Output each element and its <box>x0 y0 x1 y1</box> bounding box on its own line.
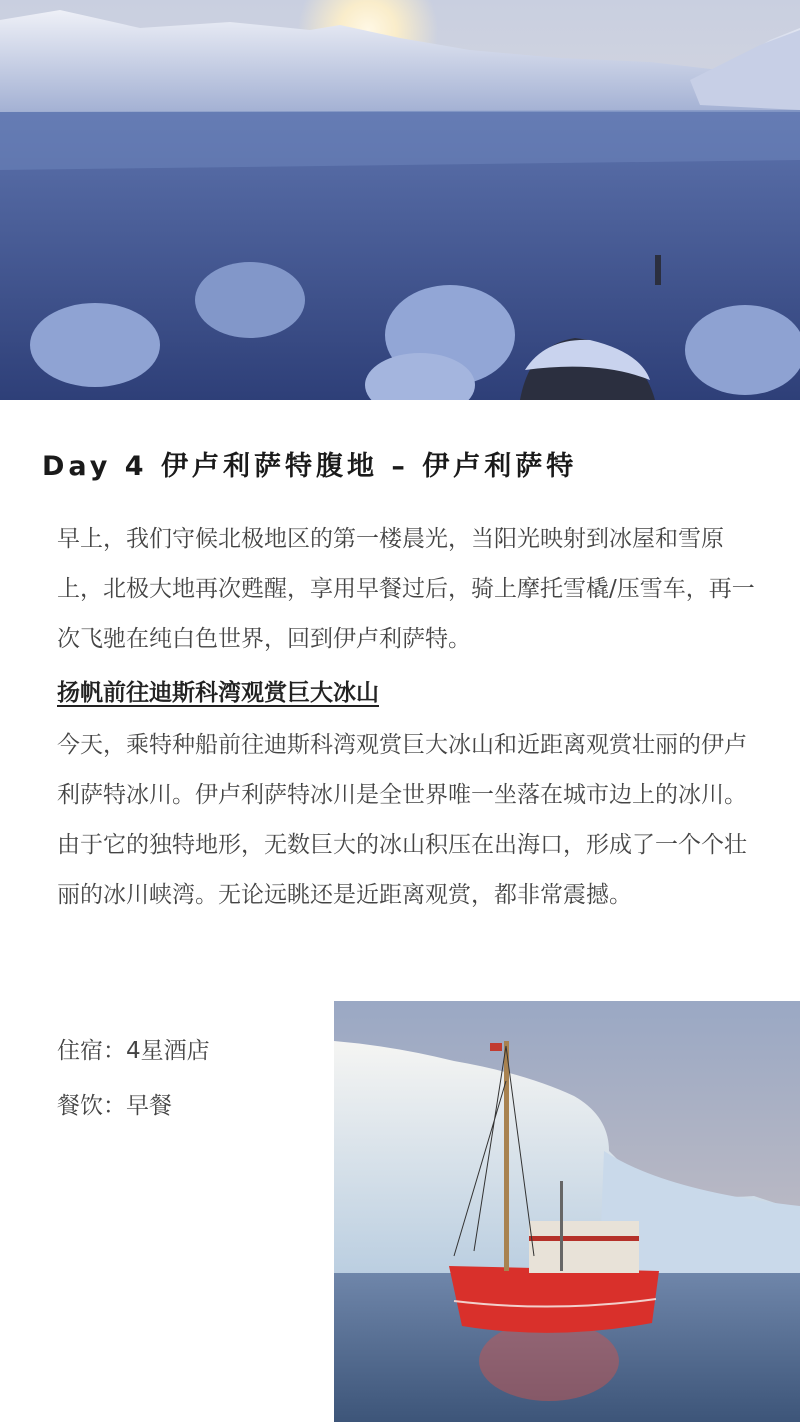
hero-photo <box>0 0 800 400</box>
section-heading: 扬帆前往迪斯科湾观赏巨大冰山 <box>57 680 379 706</box>
section-body: 今天，乘特种船前往迪斯科湾观赏巨大冰山和近距离观赏壮丽的伊卢利萨特冰川。伊卢利萨特冰川是全世界唯一坐落在城市边上的冰川。由于它的独特地形，无数巨大的冰山积压在出海口，形成了一个个壮丽的冰川峡湾。无论远眺还是近距离观赏，都非常震撼。 <box>57 732 747 908</box>
snow-landscape-illustration <box>0 0 800 400</box>
meals-info: 餐饮：早餐 <box>57 1093 172 1119</box>
lodging-info: 住宿：4星酒店 <box>57 1038 210 1064</box>
day-title: Day 4 伊卢利萨特腹地 – 伊卢利萨特 <box>42 451 578 482</box>
boat-photo <box>334 1001 800 1422</box>
boat-iceberg-illustration <box>334 1001 800 1422</box>
intro-paragraph: 早上，我们守候北极地区的第一楼晨光，当阳光映射到冰屋和雪原上，北极大地再次甦醒，享用早餐过后，骑上摩托雪橇/压雪车，再一次飞驰在纯白色世界，回到伊卢利萨特。 <box>57 526 755 652</box>
